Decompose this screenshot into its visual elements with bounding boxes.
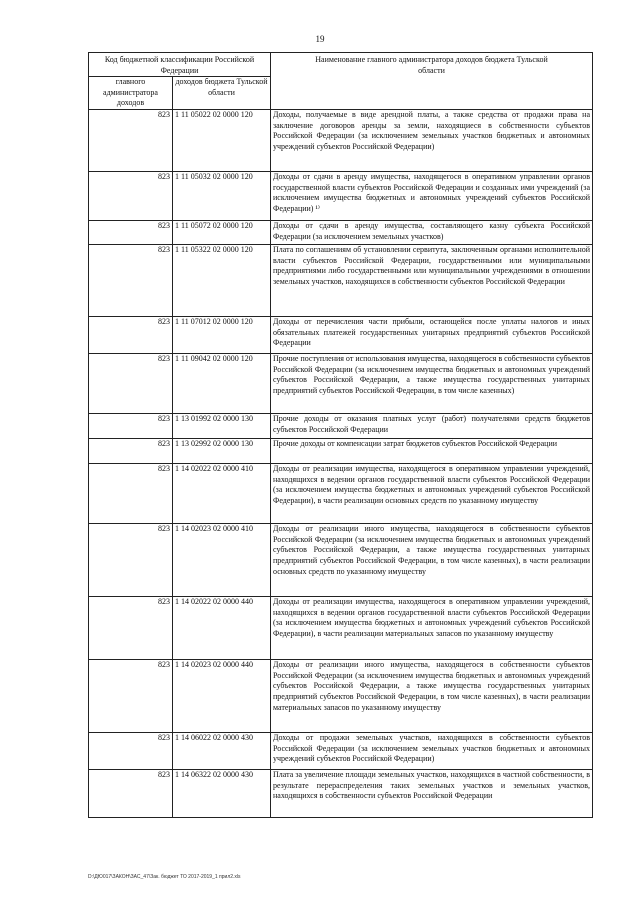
income-code-cell: 1 14 06322 02 0000 430 [173, 770, 271, 818]
description-cell: Прочие доходы от оказания платных услуг (работ) получателями средств бюджетов субъектов Российской Федерации [271, 414, 593, 439]
description-cell: Доходы от реализации имущества, находящегося в оперативном управлении учреждений, находящихся в ведении органов государственной власти субъектов Российской Федерации (за исключением имущества бюджетных и автономных учреждений субъектов Российской Федерации), в части реализации материальных запасов по указанному имуществу [271, 597, 593, 660]
admin-column-header: главного администратора доходов [89, 77, 173, 110]
income-column-header: доходов бюджета Тульской области [173, 77, 271, 110]
description-cell: Плата по соглашениям об установлении сервитута, заключенным органами исполнительной власти субъектов Российской Федерации, государственными или муниципальными предприятиями либо государственными или муниципальными учреждениями в отношении земельных участков, находящихся в собственности субъектов Российской Федерации [271, 245, 593, 317]
table-row [89, 221, 593, 245]
income-code-cell: 1 11 07012 02 0000 120 [173, 317, 271, 354]
admin-code-cell: 823 [89, 414, 173, 439]
table-row [89, 733, 593, 770]
description-cell: Доходы от продажи земельных участков, находящихся в собственности субъектов Российской Федерации (за исключением земельных участков бюджетных и автономных учреждений субъектов Российской Федерации) [271, 733, 593, 770]
income-code-cell: 1 13 02992 02 0000 130 [173, 439, 271, 464]
page-number: 19 [315, 34, 325, 44]
admin-code-cell: 823 [89, 733, 173, 770]
header-row-1 [89, 53, 593, 77]
table-row [89, 172, 593, 221]
table-row [89, 317, 593, 354]
income-code-cell: 1 14 06022 02 0000 430 [173, 733, 271, 770]
table-row [89, 597, 593, 660]
table-row [89, 464, 593, 524]
income-code-cell: 1 14 02023 02 0000 440 [173, 660, 271, 733]
income-code-cell: 1 11 05022 02 0000 120 [173, 110, 271, 172]
admin-code-cell: 823 [89, 524, 173, 597]
admin-code-cell: 823 [89, 354, 173, 414]
name-column-header: Наименование главного администратора доходов бюджета Тульской области [271, 53, 593, 110]
admin-code-cell: 823 [89, 464, 173, 524]
admin-code-cell: 823 [89, 245, 173, 317]
income-code-cell: 1 11 05322 02 0000 120 [173, 245, 271, 317]
income-code-cell: 1 11 05032 02 0000 120 [173, 172, 271, 221]
table-row [89, 110, 593, 172]
admin-code-cell: 823 [89, 770, 173, 818]
table-row [89, 245, 593, 317]
description-cell: Прочие доходы от компенсации затрат бюджетов субъектов Российской Федерации [271, 439, 593, 464]
income-code-cell: 1 14 02022 02 0000 440 [173, 597, 271, 660]
description-cell: Доходы от сдачи в аренду имущества, составляющего казну субъекта Российской Федерации (за исключением земельных участков) [271, 221, 593, 245]
revenue-administrators-table [88, 52, 593, 818]
table-row [89, 660, 593, 733]
income-code-cell: 1 14 02022 02 0000 410 [173, 464, 271, 524]
admin-code-cell: 823 [89, 172, 173, 221]
admin-code-cell: 823 [89, 660, 173, 733]
income-code-cell: 1 13 01992 02 0000 130 [173, 414, 271, 439]
table-row [89, 414, 593, 439]
description-cell: Плата за увеличение площади земельных участков, находящихся в частной собственности, в результате перераспределения таких земельных участков и земельных участков, находящихся в собственности субъектов Российской Федерации [271, 770, 593, 818]
admin-code-cell: 823 [89, 221, 173, 245]
description-cell: Доходы от реализации имущества, находящегося в оперативном управлении учреждений, находящихся в ведении органов государственной власти субъектов Российской Федерации (за исключением имущества бюджетных и автономных учреждений субъектов Российской Федерации), в части реализации основных средств по указанному имуществу [271, 464, 593, 524]
table-row [89, 439, 593, 464]
admin-code-cell: 823 [89, 597, 173, 660]
description-cell: Доходы, получаемые в виде арендной платы, а также средства от продажи права на заключение договоров аренды за земли, находящиеся в собственности субъектов Российской Федерации (за исключением земельных участков бюджетных и автономных учреждений субъектов Российской Федерации) [271, 110, 593, 172]
description-cell: Прочие поступления от использования имущества, находящегося в собственности субъектов Российской Федерации (за исключением имущества бюджетных и автономных учреждений субъектов Российской Федерации, а также имущества государственных унитарных предприятий субъектов Российской Федерации, в том числе казенных) [271, 354, 593, 414]
income-code-cell: 1 14 02023 02 0000 410 [173, 524, 271, 597]
admin-code-cell: 823 [89, 317, 173, 354]
admin-code-cell: 823 [89, 110, 173, 172]
description-cell: Доходы от реализации иного имущества, находящегося в собственности субъектов Российской Федерации (за исключением имущества бюджетных и автономных учреждений субъектов Российской Федерации, а также имущества государственных унитарных предприятий субъектов Российской Федерации, в том числе казенных), в части реализации основных средств по указанному имуществу [271, 524, 593, 597]
file-path-footer: D:\ДЮ017\ЗАКОН\ЗАС_47\Зак. бюджет ТО 2017-2019_1 прил2.xls [88, 874, 241, 880]
code-group-header: Код бюджетной классификации Российской Федерации [89, 53, 271, 77]
table-row [89, 770, 593, 818]
table-row [89, 524, 593, 597]
income-code-cell: 1 11 05072 02 0000 120 [173, 221, 271, 245]
description-cell: Доходы от перечисления части прибыли, остающейся после уплаты налогов и иных обязательных платежей государственных унитарных предприятий субъектов Российской Федерации [271, 317, 593, 354]
description-cell: Доходы от сдачи в аренду имущества, находящегося в оперативном управлении органов государственной власти субъектов Российской Федерации и созданных ими учреждений (за исключением имущества бюджетных и автономных учреждений субъектов Российской Федерации) ¹⁾ [271, 172, 593, 221]
table-row [89, 354, 593, 414]
income-code-cell: 1 11 09042 02 0000 120 [173, 354, 271, 414]
description-cell: Доходы от реализации иного имущества, находящегося в собственности субъектов Российской Федерации (за исключением имущества бюджетных и автономных учреждений субъектов Российской Федерации, а также имущества государственных унитарных предприятий субъектов Российской Федерации, в том числе казенных), в части реализации материальных запасов по указанному имуществу [271, 660, 593, 733]
admin-code-cell: 823 [89, 439, 173, 464]
